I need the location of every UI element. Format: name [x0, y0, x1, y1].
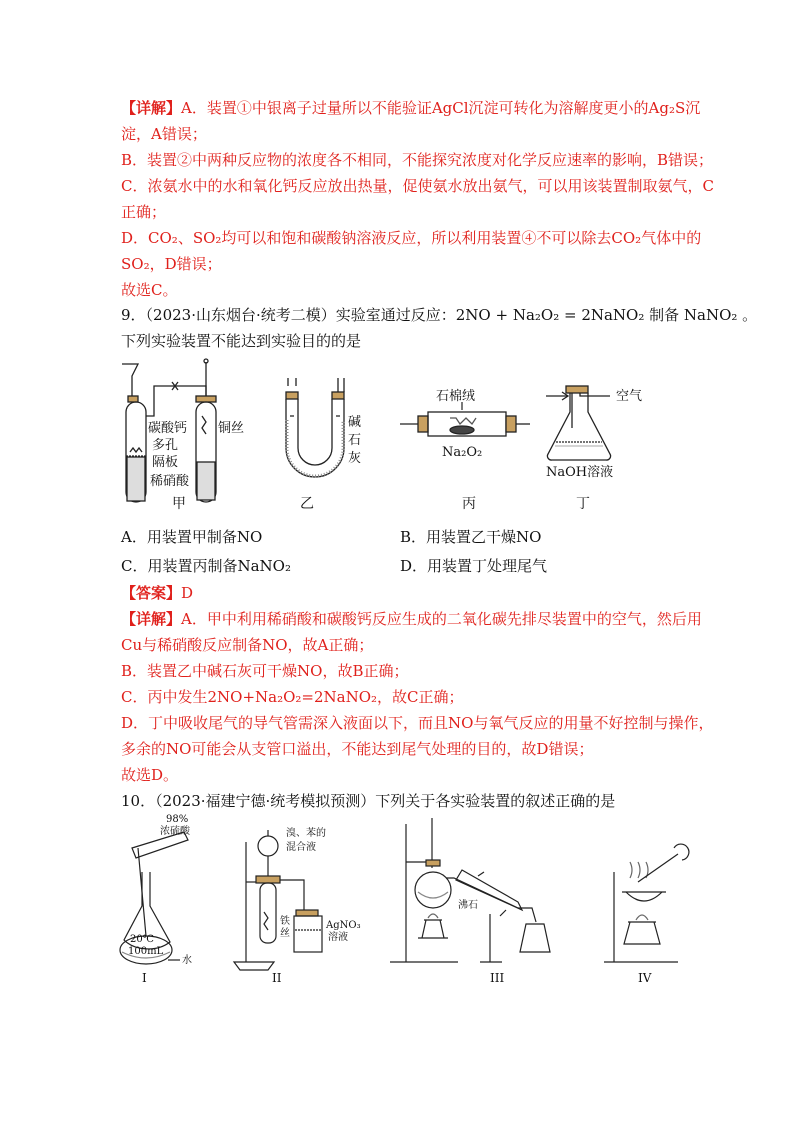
- q8-explain-line4: C．浓氨水中的水和氧化钙反应放出热量，促使氨水放出氨气，可以用该装置制取氨气，C: [121, 177, 714, 195]
- apparatus-yi: [286, 378, 344, 477]
- caption-iv: IV: [638, 971, 652, 985]
- q9-e1-text: A．甲中利用稀硝酸和碳酸钙反应生成的二氧化碳先排尽装置中的空气，然后用: [181, 610, 702, 628]
- q8-line1-text: A．装置①中银离子过量所以不能验证AgCl沉淀可转化为溶解度更小的Ag₂S沉: [181, 99, 701, 117]
- q10-apparatus-figure: [118, 812, 698, 988]
- label-conc-h2so4: 浓硫酸: [160, 826, 190, 837]
- label-dilute-hno3: 稀硝酸: [150, 474, 190, 489]
- label-caco3: 碳酸钙: [148, 421, 188, 436]
- apparatus-bing: [400, 402, 530, 436]
- q9-explain-line3: B．装置乙中碱石灰可干燥NO，故B正确；: [121, 662, 409, 680]
- label-100ml: 100mL: [128, 946, 164, 957]
- label-agno3-2: 溶液: [328, 932, 348, 943]
- label-iron-1: 铁: [280, 916, 290, 927]
- q8-explain-line6: D．CO₂、SO₂均可以和饱和碳酸钠溶液反应，所以利用装置④不可以除去CO₂气体中的: [121, 229, 702, 247]
- q9-explain-line7: 故选D。: [121, 766, 179, 784]
- caption-i: I: [142, 971, 147, 985]
- label-asbestos: 石棉绒: [436, 389, 476, 404]
- label-yi-2: 石: [348, 433, 362, 448]
- q8-explain-line3: B．装置②中两种反应物的浓度各不相同，不能探究浓度对化学反应速率的影响，B错误；: [121, 151, 714, 169]
- label-boiling-chips: 沸石: [458, 900, 478, 911]
- label-cu-wire: 铜丝: [218, 421, 245, 436]
- q8-explain-line2: 淀，A错误；: [121, 125, 207, 143]
- label-98pct: 98%: [166, 814, 189, 825]
- apparatus-iii: [390, 818, 550, 962]
- q9-explain-line5: D．丁中吸收尾气的导气管需深入液面以下，而且NO与氧气反应的用量不好控制与操作，: [121, 714, 714, 732]
- label-porous: 多孔: [152, 438, 179, 453]
- q8-explain-line8: 故选C。: [121, 281, 178, 299]
- apparatus-iv: [604, 844, 689, 962]
- option-d: D．用装置丁处理尾气: [400, 557, 548, 575]
- caption-yi: 乙: [300, 496, 314, 512]
- label-yi-3: 灰: [348, 451, 362, 466]
- explain-tag: 【详解】: [121, 99, 182, 117]
- q8-explain-line7: SO₂，D错误；: [121, 255, 222, 273]
- explain-tag: 【详解】: [121, 610, 182, 628]
- q9-explain-line4: C．丙中发生2NO+Na₂O₂=2NaNO₂，故C正确；: [121, 688, 464, 706]
- caption-ii: II: [272, 971, 282, 985]
- option-b: B．用装置乙干燥NO: [400, 528, 542, 546]
- q9-explain-line2: Cu与稀硝酸反应制备NO，故A正确；: [121, 636, 374, 654]
- answer-tag: 【答案】: [121, 584, 182, 602]
- label-na2o2: Na₂O₂: [442, 445, 483, 460]
- answer-value: D: [181, 584, 194, 602]
- label-plate: 隔板: [152, 455, 179, 470]
- option-c: C．用装置丙制备NaNO₂: [121, 557, 291, 575]
- q9-explain-line1: [121, 608, 702, 630]
- q8-explain-line1: [121, 97, 700, 119]
- q9-explain-line6: 多余的NO可能会从支管口溢出，不能达到尾气处理的目的，故D错误；: [121, 740, 594, 758]
- label-water: 水: [182, 955, 192, 966]
- q9-stem-line1: 9．（2023·山东烟台·统考二模）实验室通过反应：2NO + Na₂O₂ = 2NaNO₂ 制备 NaNO₂ 。: [121, 306, 758, 324]
- label-agno3-1: AgNO₃: [326, 920, 361, 931]
- q9-apparatus-figure: [110, 356, 670, 516]
- q10-stem: 10．（2023·福建宁德·统考模拟预测）下列关于各实验装置的叙述正确的是: [121, 792, 616, 810]
- label-mix-2: 混合液: [286, 842, 316, 853]
- q9-stem-line2: 下列实验装置不能达到实验目的的是: [121, 332, 362, 350]
- caption-ding: 丁: [576, 496, 590, 512]
- label-mix-1: 溴、苯的: [286, 828, 326, 839]
- label-20c: 20℃: [130, 934, 154, 945]
- caption-jia: 甲: [172, 496, 186, 512]
- caption-iii: III: [490, 971, 505, 985]
- q9-answer: [121, 582, 193, 604]
- caption-bing: 丙: [462, 496, 476, 512]
- label-yi-1: 碱: [348, 415, 362, 430]
- option-a: A．用装置甲制备NO: [121, 528, 263, 546]
- apparatus-ding: [546, 386, 611, 460]
- label-naoh: NaOH溶液: [546, 465, 614, 480]
- label-air: 空气: [616, 389, 643, 404]
- label-iron-2: 丝: [280, 928, 290, 939]
- q8-explain-line5: 正确；: [121, 203, 167, 221]
